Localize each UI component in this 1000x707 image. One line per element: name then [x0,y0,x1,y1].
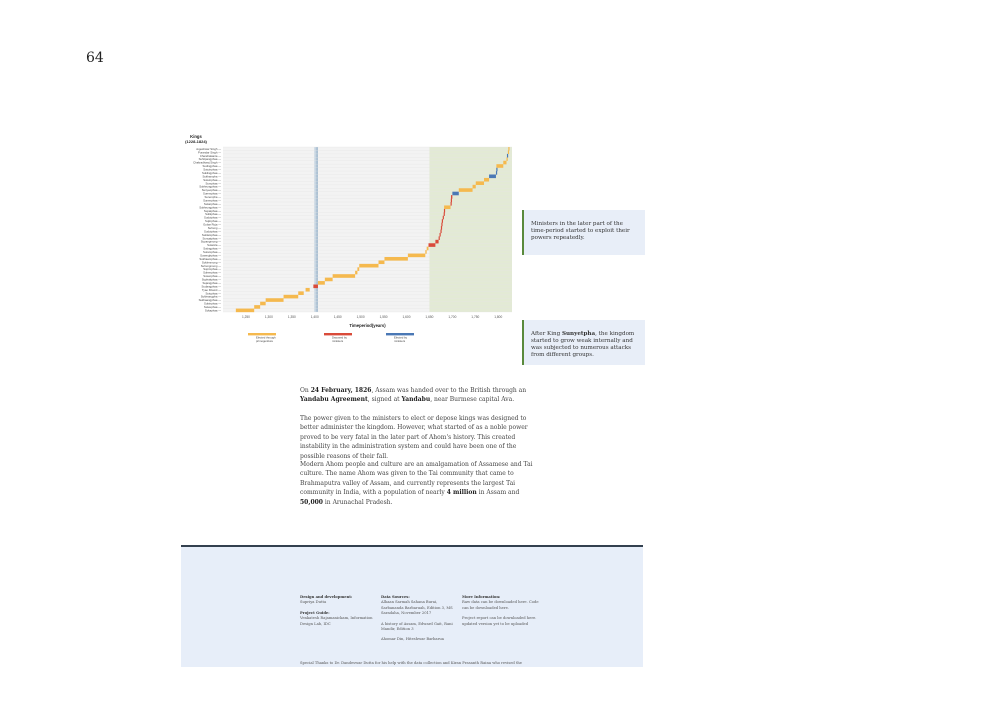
footer-sources-column [381,595,461,643]
chart-reign-bar [496,168,497,172]
chart-reign-bar [451,195,452,199]
chart-reign-bar [451,202,452,206]
chart-legend-label: Elected through [256,335,276,340]
callout-sunyetpha [522,320,645,365]
credits-footer [181,545,643,667]
chart-king-label: Sukhrangpha — [200,294,221,299]
chart-king-label: Suremphaa — [202,191,221,196]
chart-reign-bar [496,164,503,168]
footer-more-info-heading: More Information: [462,595,501,599]
chart-x-tick-label: 1,400 [310,315,319,319]
paragraph-run: , signed at [367,396,402,404]
chart-reign-bar [443,216,444,220]
chart-king-label: Sunyatphaa — [202,236,221,241]
chart-king-label: Supangmung — [200,239,221,244]
chart-reign-bar [496,171,497,175]
chart-king-label: Suramphaa — [202,250,221,255]
chart-x-tick-label: 1,650 [425,315,434,319]
chart-x-tick-label: 1,450 [333,315,342,319]
chart-reign-bar [379,260,385,264]
chart-king-label: Suklamphaa — [201,232,221,237]
chart-reign-bar [441,226,442,230]
chart-legend-label: ministers [332,339,344,343]
chart-reign-bar [473,185,476,189]
chart-king-label: Tyao Khamti — [201,287,221,292]
chart-king-label: Chandrakanta — [199,153,221,158]
chart-reign-bar [508,147,509,151]
paragraph-run: Modern Ahom people and culture are an amalgamation of Assamese and Tai culture. The name Ahom was given to the Tai community that came to Brahmaputra valley of Assam, and currently represents the largest Tai community in India, with a population of nearly [300,461,533,497]
chart-reign-bar [333,274,355,278]
paragraph-run: The power given to the ministers to elect or depose kings was designed to better administer the kingdom. However, what started of as a noble power proved to be very fatal in the later part of Ahom's history. This created instability in the administration system and could have been one of the possible reasons of their fall. [300,415,528,460]
chart-x-tick-label: 1,700 [448,315,457,319]
chart-reign-bar [325,278,333,282]
paragraph-ministers-power [300,414,542,461]
chart-reign-bar [254,305,260,309]
chart-king-label: Sujangphaa — [202,280,221,285]
callout-sunyetpha-bold: Sunyetpha [561,331,596,337]
chart-reign-bar [384,257,407,261]
chart-king-label: Sukaphaa — [204,308,221,313]
chart-reign-bar [440,233,441,237]
chart-king-label: Gobar Roja — [203,222,221,227]
chart-x-tick-label: 1,800 [494,315,503,319]
chart-reign-bar [284,295,299,299]
chart-king-label: Supimphaa — [203,267,221,272]
chart-reign-bar [444,212,445,216]
chart-king-label: Sutuinphaa — [203,167,221,172]
chart-king-label: Susenghphaa — [200,253,221,258]
paragraph-run: in Arunachal Pradesh. [322,498,393,506]
chart-king-label: Sukhaangphaa — [198,298,221,303]
chart-reign-bar [408,254,425,258]
chart-reign-bar [313,285,318,289]
footer-guide-heading: Project Guide: [300,610,330,615]
footer-special-thanks: Special Thanks to Dr. Dandeswar Dutta for his help with the data collection and Kiran Prasanth Raina who revised the [300,661,522,665]
chart-reign-bar [507,154,508,158]
chart-reign-bar [452,192,458,196]
footer-design-value: Supriya Dutta [300,600,327,605]
chart-x-axis-label: Timeperiod(years) [349,323,386,328]
chart-reign-bar [298,291,304,295]
chart-x-tick-label: 1,350 [287,315,296,319]
chart-title: Kings [190,134,202,139]
chart-king-label: Sukhrungphaa — [199,184,221,189]
chart-king-label: Sutamla — [207,243,221,248]
chart-reign-bar [429,243,436,247]
chart-reign-bar [355,271,357,275]
footer-source-3: Ahomar Din, Hiteshwar Barbarua [381,637,444,642]
callout-sunyetpha-prefix: After King [531,331,562,337]
chart-reign-bar [484,178,489,182]
chart-king-label: Sudoiphaa — [204,229,221,234]
chart-reign-bar [451,199,452,203]
chart-reign-bar [236,309,254,313]
chart-reign-bar [440,230,441,234]
chart-reign-bar [476,181,484,185]
chart-king-label: Sulikphaa — [205,212,221,217]
chart-king-label: Sukhrungphaa — [199,205,221,210]
chart-x-tick-label: 1,500 [356,315,365,319]
chart-reign-bar [260,302,266,306]
chart-king-label: Surempha — [204,195,221,200]
footer-source-2: A history of Assam, Edward Gait, Rani Mandir, Edition 3 [381,621,453,632]
footer-report-link[interactable]: Project report can be downloaded here. [462,616,537,621]
footer-raw-data-link[interactable]: Raw data can be downloaded here. Code can be downloaded here. [462,600,539,610]
chart-king-label: Suklingphaa — [202,170,221,175]
chart-x-tick-label: 1,300 [264,315,273,319]
chart-king-label: Suteuphaa — [203,305,221,310]
chart-king-label: Jogeshwar Singh — [195,146,221,151]
chart-reign-bar [441,223,442,227]
chart-king-label: Sudoiphaa — [204,215,221,220]
chart-reign-bar [444,209,445,213]
chart-king-label: Sutuphaa — [205,291,221,296]
paragraph-run: 4 million [446,489,477,497]
chart-king-label: Sudingphaa — [202,164,221,169]
chart-reign-bar [459,188,473,192]
chart-subtitle: (1228-1824) [185,139,207,144]
chart-reign-bar [425,250,426,254]
chart-reign-bar [266,298,284,302]
chart-reign-bar [508,150,509,154]
chart-king-label: Suhitpangphaa — [198,157,221,162]
paragraph-run: in Assam and [476,489,520,497]
chart-x-tick-label: 1,750 [471,315,480,319]
chart-legend-label: Elected by [394,335,408,340]
chart-legend-label: ministers [394,339,406,343]
reign-timeline-chart [176,130,526,345]
chart-x-tick-label: 1,550 [379,315,388,319]
chart-king-label: Sudangphaa — [201,284,221,289]
chart-reign-bar [439,236,440,240]
chart-reign-bar [506,157,507,161]
callout-sunyetpha-suffix: , the kingdom started to grow weak internally and was subjected to numerous attacks from different groups. [531,331,635,358]
chart-reign-bar [357,267,359,271]
chart-king-label: Suklenmung — [201,260,221,265]
chart-reign-bar [489,175,496,179]
paragraph-yandabu [300,386,542,405]
paragraph-run: 50,000 [300,498,323,506]
footer-guide-value: Venkatesh Rajamanickam, Information Design Lab, IDC [300,616,373,626]
chart-king-label: Sumphaa — [205,181,221,186]
callout-ministers-text: Ministers in the later part of the time-period started to exploit their powers repeatedly. [531,221,630,241]
chart-king-label: Purandar Singh — [197,150,221,155]
paragraph-run: , near Burmese capital Ava. [430,396,515,404]
footer-credits-column [300,595,378,627]
paragraph-run: Yandabu Agreement [300,396,368,404]
chart-x-tick-label: 1,600 [402,315,411,319]
footer-sources-heading: Data Sources: [381,595,410,599]
chart-legend-label: primogeniture [256,339,274,343]
chart-reign-bar [306,288,310,292]
chart-king-label: Sutingphaa — [203,246,221,251]
chart-reign-bar [435,240,438,244]
footer-report-note: updated version yet to be uploaded [462,621,529,626]
chart-king-label: Suhenphaa — [203,270,221,275]
chart-king-label: Subinphaa — [204,301,221,306]
chart-x-tick-label: 1,250 [241,315,250,319]
chart-reign-bar [359,264,378,268]
chart-king-label: Chakradhwaj Singh — [193,160,221,165]
chart-reign-bar [427,247,429,251]
paragraph-run: On [300,387,311,394]
chart-king-label: Supatphaa — [203,208,221,213]
paragraph-run: , Assam was handed over to the British through an [371,387,527,394]
footer-source-1: Alhaan Sarmah Sahana Burai, Sarbananda Barbaruah, Edition 3, MS Saradaha, November 2017 [381,600,453,616]
chart-king-label: Sunenphaa — [203,198,221,203]
chart-king-label: Suhungmung — [200,263,221,268]
chart-king-label: Sunyeophaa — [201,188,221,193]
chart-reign-bar [442,219,443,223]
chart-king-label: Suhung — [207,225,221,230]
chart-reign-bar [318,281,325,285]
paragraph-run: 24 February, 1826 [310,387,372,394]
footer-more-info-column [462,595,542,627]
chart-king-label: Sukhampha — [202,174,221,179]
chart-king-label: Suphakphaa — [201,277,221,282]
chart-king-label: Sukhaamphaa — [199,256,221,261]
footer-design-heading: Design and development: [300,595,353,599]
chart-king-label: Sutuinphaa — [203,177,221,182]
chart-reign-bar [444,205,450,209]
page-number: 64 [86,50,104,66]
chart-reign-bar [503,161,506,165]
paragraph-modern-ahom [300,460,542,507]
chart-king-label: Sutanphaa — [203,201,221,206]
chart-legend-label: Deposed by [332,335,347,340]
paragraph-run: Yandabu [401,396,431,404]
chart-king-label: Susenphaa — [203,274,221,279]
callout-ministers [522,210,645,255]
chart-king-label: Sujinphaa — [204,219,221,224]
